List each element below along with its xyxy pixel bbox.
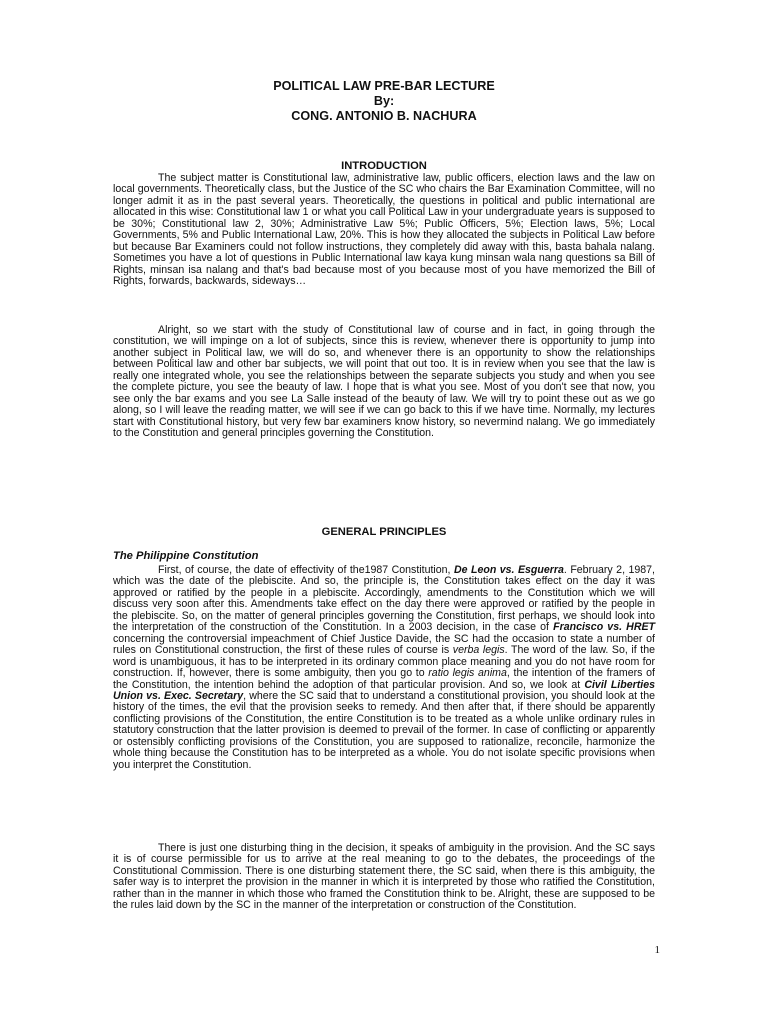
- philippine-constitution-subheading: The Philippine Constitution: [113, 550, 259, 562]
- document-title-block: [0, 79, 768, 124]
- introduction-heading: INTRODUCTION: [341, 160, 427, 172]
- case-citation: De Leon vs. Esguerra: [453, 564, 564, 576]
- introduction-paragraph-1: The subject matter is Constitutional law, administrative law, public officers, election laws and the law on local governments. Theoretically class, but the Justice of the SC who chairs the Bar Examination Committee, will no longer admit it as in the past several years. Theoretically, the questions in political and public international are allocated in this wise: Constitutional law 1 or what you call Political Law in your undergraduate years is supposed to be 30%; Constitutional law 2, 30%; Administrative Law 5%; Public Officers, 5%; Election laws, 5%; Local Governments, 5% and Public International Law, 20%. This is how they allocated the subjects in Political Law before but because Bar Examiners could not follow instructions, they completely did away with this, basta bahala nalang. Sometimes you have a lot of questions in Public International law kaya kung minsan wala nang questions sa Bill of Rights, minsan isa nalang and that's bad because most of you because most of you have memorized the Bill of Rights, forwards, backwards, sideways…: [113, 172, 655, 288]
- author-name: CONG. ANTONIO B. NACHURA: [291, 109, 477, 123]
- document-title: POLITICAL LAW PRE-BAR LECTURE: [273, 79, 495, 93]
- latin-term: ratio legis anima: [428, 667, 507, 680]
- general-principles-paragraph-2: There is just one disturbing thing in the decision, it speaks of ambiguity in the provision. And the SC says it is of course permissible for us to arrive at the real meaning to go to the debates, the proceedings of the Constitutional Commission. There is one disturbing statement there, the SC said, when there is this ambiguity, the safer way is to interpret the provision in the manner in which it is interpreted by those who ratified the Constitution, rather than in the manner in which those who framed the Constitution think to be. Alright, these are supposed to be the rules laid down by the SC in the manner of the interpretation or construction of the Constitution.: [113, 842, 655, 912]
- byline-label: By:: [373, 94, 395, 108]
- case-citation: Civil Liberties Union vs. Exec. Secretary: [113, 678, 655, 702]
- page-number: 1: [654, 944, 660, 956]
- introduction-paragraph-2: Alright, so we start with the study of Constitutional law of course and in fact, in going through the constitution, we will impinge on a lot of subjects, since this is review, whenever there is opportunity to jump into another subject in Political law, we will do so, and whenever there is an opportunity to show the relationships between Political law and other bar subjects, we will point that out too. It is in review when you see that the law is really one integrated whole, you see the relationships between the separate subjects you study and when you see the complete picture, you see the beauty of law. I hope that is what you see. Most of you don't see that now, you see only the bar exams and you see La Salle instead of the beauty of law. We will try to point these out as we go along, so I will leave the reading matter, we will see if we can go back to this if we have time. Normally, my lectures start with Constitutional history, but very few bar examiners know history, so nevermind nalang. We go immediately to the Constitution and general principles governing the Constitution.: [113, 324, 655, 440]
- latin-term: verba legis: [452, 644, 505, 657]
- general-principles-heading: GENERAL PRINCIPLES: [321, 526, 447, 538]
- general-principles-paragraph-1: First, of course, the date of effectivity of the1987 Constitution, De Leon vs. Esguerra. February 2, 1987, which was the date of the plebiscite. And so, the principle is, the Constitution takes effect on the day it was approved or ratified by the people in a plebiscite. Accordingly, amendments to the Constitution which we will discuss very soon after this. Amendments take effect on the day there were approved or ratified by the people in the plebiscite. So, on the matter of general principles governing the Constitution, first perhaps, we should look into the interpretation of the construction of the Constitution. In a 2003 decision, in the case of Francisco vs. HRET concerning the controversial impeachment of Chief Justice Davide, the SC had the occasion to state a number of rules on Constitutional construction, the first of these rules of course is verba legis. The word of the law. So, if the word is unambiguous, it has to be interpreted in its ordinary common place meaning and you do not have room for construction. If, however, there is some ambiguity, then you go to ratio legis anima, the intention of the framers of the Constitution, the intention behind the adoption of that particular provision. And so, we look at Civil Liberties Union vs. Exec. Secretary, where the SC said that to understand a constitutional provision, you should look at the history of the times, the evil that the provision seeks to remedy. And then after that, if there should be apparently conflicting provisions of the Constitution, the entire Constitution is to be treated as a whole unlike ordinary rules in statutory construction that the latter provision is deemed to prevail of the former. In case of conflicting or apparently or ostensibly conflicting provisions of the Constitution, you are supposed to rationalize, reconcile, harmonize the whole thing because the Constitution has to be interpreted as a whole. You do not isolate specific provisions when you interpret the Constitution.: [113, 564, 656, 771]
- case-citation: Francisco vs. HRET: [553, 621, 656, 634]
